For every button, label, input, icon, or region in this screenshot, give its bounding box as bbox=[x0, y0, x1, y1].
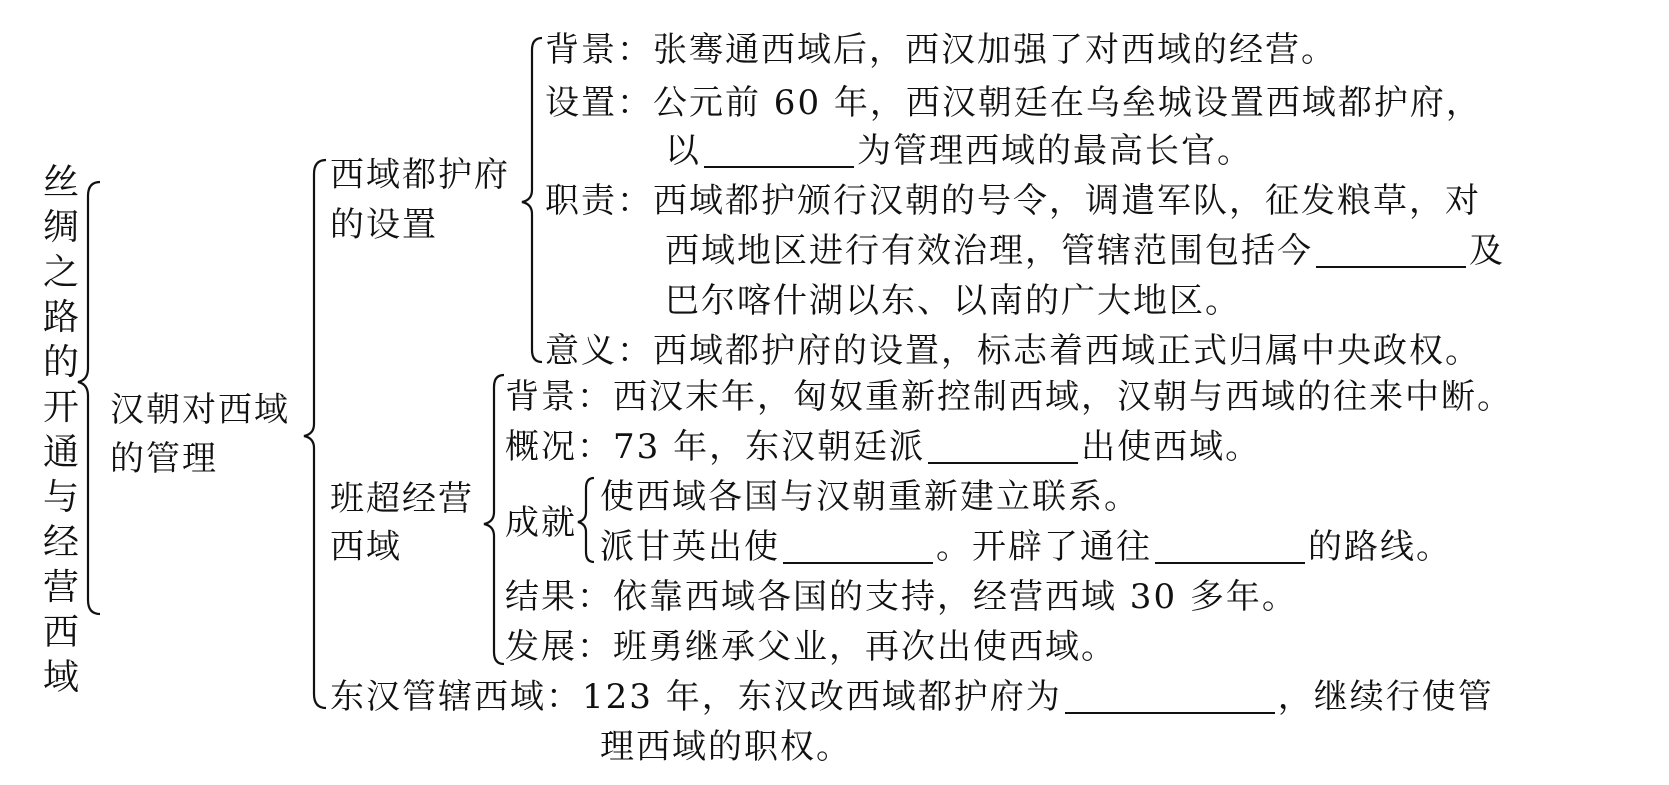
root-node bbox=[38, 160, 84, 700]
duhufu-background bbox=[545, 25, 1337, 75]
fill-blank-3[interactable] bbox=[928, 428, 1078, 464]
duhufu-setup-text2-pre: 以 bbox=[665, 131, 701, 171]
banchao-overview-label: 概况： bbox=[505, 427, 613, 467]
donghan-text1-pre: 123 年，东汉改西域都护府为 bbox=[582, 677, 1062, 717]
banchao-development bbox=[505, 622, 1117, 672]
banchao-overview-text-post: 出使西域。 bbox=[1081, 427, 1262, 467]
banchao-background-text: 西汉末年，匈奴重新控制西域，汉朝与西域的往来中断。 bbox=[613, 377, 1513, 417]
duhufu-title-line2: 的设置 bbox=[330, 205, 438, 245]
banchao-achievement-label: 成就 bbox=[505, 503, 577, 543]
fill-blank-2[interactable] bbox=[1316, 232, 1466, 268]
achievement-brace bbox=[578, 478, 594, 562]
duhufu-duty-text1: 西域都护颁行汉朝的号令，调遣军队，征发粮草，对 bbox=[653, 181, 1481, 221]
banchao-result-text: 依靠西域各国的支持，经营西域 30 多年。 bbox=[613, 577, 1298, 617]
root-char: 路 bbox=[42, 297, 79, 338]
fill-blank-5[interactable] bbox=[1155, 528, 1305, 564]
root-char: 与 bbox=[42, 477, 79, 518]
duhufu-duty-label: 职责： bbox=[545, 181, 653, 221]
root-char: 域 bbox=[42, 657, 79, 698]
level1-line2: 的管理 bbox=[110, 439, 218, 479]
root-char: 绸 bbox=[42, 207, 79, 248]
root-char: 的 bbox=[42, 342, 79, 383]
donghan-line1 bbox=[330, 672, 1494, 722]
banchao-development-text: 班勇继承父业，再次出使西域。 bbox=[613, 627, 1117, 667]
root-char: 开 bbox=[42, 387, 79, 428]
duhufu-background-label: 背景： bbox=[545, 30, 653, 70]
duhufu-duty-line2 bbox=[665, 226, 1505, 276]
fill-blank-1[interactable] bbox=[704, 132, 854, 168]
fill-blank-4[interactable] bbox=[783, 528, 933, 564]
duhufu-significance-text: 西域都护府的设置，标志着西域正式归属中央政权。 bbox=[653, 331, 1481, 371]
level1-line1: 汉朝对西域 bbox=[110, 390, 290, 430]
duhufu-setup-label: 设置： bbox=[545, 83, 653, 123]
root-char: 之 bbox=[42, 252, 79, 293]
duhufu-setup-line1 bbox=[545, 78, 1482, 128]
donghan-line2: 理西域的职权。 bbox=[600, 727, 852, 767]
banchao-overview bbox=[505, 422, 1261, 472]
banchao-background bbox=[505, 372, 1513, 422]
banchao-result-label: 结果： bbox=[505, 577, 613, 617]
banchao-achievement-item2 bbox=[600, 522, 1452, 572]
banchao-title-line2: 西域 bbox=[330, 527, 402, 567]
root-char: 西 bbox=[42, 612, 79, 653]
root-char: 营 bbox=[42, 567, 79, 608]
banchao-overview-text-pre: 73 年，东汉朝廷派 bbox=[613, 427, 926, 467]
banchao-background-label: 背景： bbox=[505, 377, 613, 417]
duhufu-significance-label: 意义： bbox=[545, 331, 653, 371]
achievement-item2-mid: 。开辟了通往 bbox=[936, 527, 1152, 567]
achievement-item2-pre: 派甘英出使 bbox=[600, 527, 780, 567]
duhufu-setup-line2 bbox=[665, 126, 1253, 176]
donghan-label: 东汉管辖西域： bbox=[330, 677, 582, 717]
duhufu-duty-text2-post: 及 bbox=[1469, 231, 1505, 271]
duhufu-duty-text2-pre: 西域地区进行有效治理，管辖范围包括今 bbox=[665, 231, 1313, 271]
banchao-development-label: 发展： bbox=[505, 627, 613, 667]
duhufu-significance bbox=[545, 326, 1481, 376]
banchao-brace bbox=[484, 375, 504, 664]
duhufu-brace bbox=[522, 38, 542, 362]
fill-blank-6[interactable] bbox=[1065, 678, 1275, 714]
root-char: 通 bbox=[42, 432, 79, 473]
root-char: 丝 bbox=[42, 162, 79, 203]
duhufu-duty-line3: 巴尔喀什湖以东、以南的广大地区。 bbox=[665, 281, 1241, 321]
root-char: 经 bbox=[42, 522, 79, 563]
duhufu-title-line1: 西域都护府 bbox=[330, 155, 510, 195]
duhufu-duty-line1 bbox=[545, 176, 1481, 226]
level1-brace bbox=[304, 160, 326, 708]
banchao-result bbox=[505, 572, 1298, 622]
duhufu-background-text: 张骞通西域后，西汉加强了对西域的经营。 bbox=[653, 30, 1337, 70]
duhufu-setup-text2-post: 为管理西域的最高长官。 bbox=[857, 131, 1253, 171]
banchao-achievement-item1: 使西域各国与汉朝重新建立联系。 bbox=[600, 477, 1140, 517]
banchao-title-line1: 班超经营 bbox=[330, 479, 474, 519]
duhufu-setup-text1: 公元前 60 年，西汉朝廷在乌垒城设置西域都护府， bbox=[653, 83, 1482, 123]
achievement-item2-post: 的路线。 bbox=[1308, 527, 1452, 567]
donghan-text1-post: ，继续行使管 bbox=[1277, 677, 1494, 717]
